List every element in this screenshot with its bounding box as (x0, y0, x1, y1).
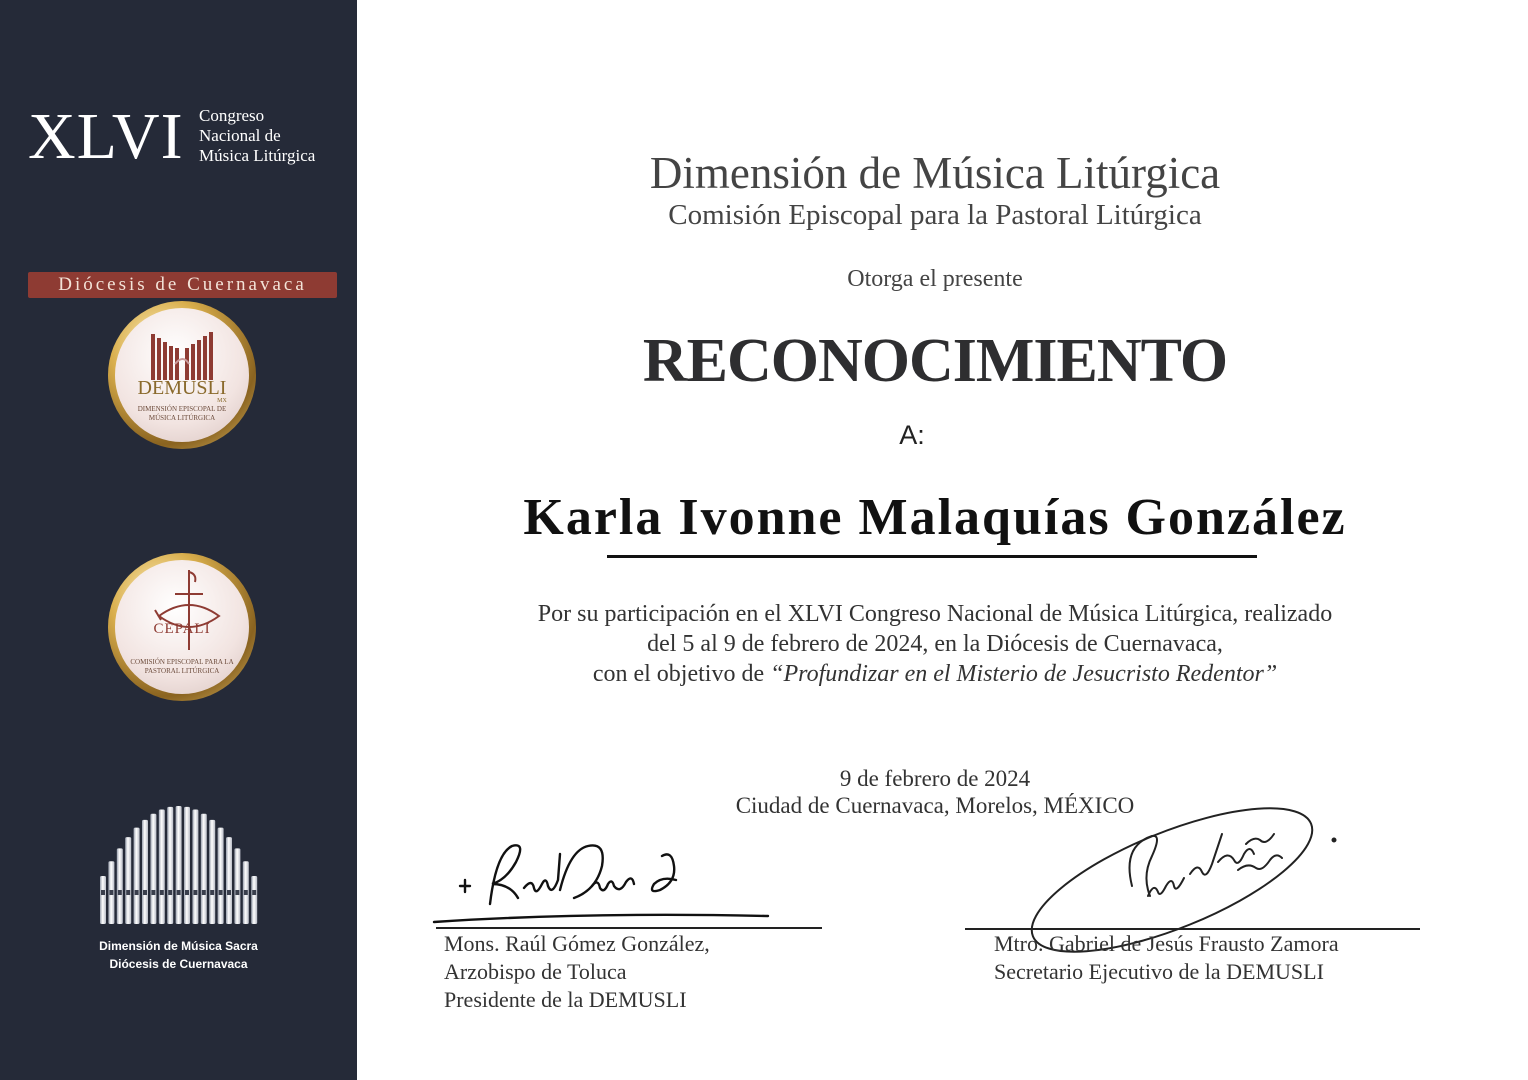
signatory-president (444, 930, 710, 1014)
recognition-heading: RECONOCIMIENTO (642, 327, 1228, 395)
organ-pipe-mouth (101, 890, 105, 895)
congress-line: Nacional de (199, 126, 281, 145)
organ-pipe-mouth (185, 890, 189, 895)
sacra-caption (0, 937, 357, 973)
reason-line (357, 659, 1513, 689)
reason-line: Por su participación en el XLVI Congreso Nacional de Música Litúrgica, realizado (537, 601, 1333, 627)
issue-date: 9 de febrero de 2024 (839, 766, 1031, 791)
handwritten-signature (432, 830, 772, 930)
congress-line: Congreso (199, 106, 265, 125)
certificate (357, 0, 1528, 1080)
organ-pipe-mouth (210, 890, 214, 895)
to-label: A: (899, 420, 925, 450)
organ-pipe (226, 837, 232, 924)
certificate-subtitle: Comisión Episcopal para la Pastoral Litúrgica (668, 199, 1202, 231)
demusli-name: DEMUSLI (137, 377, 227, 399)
organ-pipe-mouth (219, 890, 223, 895)
organ-pipe (167, 807, 173, 924)
signatory-secretary (994, 930, 1339, 986)
organ-pipe (201, 814, 207, 924)
organ-pipe-mouth (135, 890, 139, 895)
signature-line (436, 927, 822, 929)
sidebar (0, 0, 357, 1080)
reason-prefix: con el objetivo de (592, 661, 771, 687)
demusli-seal (108, 301, 256, 449)
recipient-underline (607, 555, 1257, 558)
organ-pipe (184, 807, 190, 924)
signature-block-president (432, 830, 832, 1020)
demusli-caption (125, 405, 239, 423)
cepali-name: CEPALI (153, 621, 211, 637)
pipe-organ-icon (96, 800, 264, 928)
organ-pipe (125, 837, 131, 924)
organ-pipe (117, 848, 123, 924)
organ-pipe-mouth (151, 890, 155, 895)
organ-pipe (142, 820, 148, 924)
organ-pipe (209, 820, 215, 924)
reason-text (357, 599, 1513, 689)
signatory-line: Secretario Ejecutivo de la DEMUSLI (994, 959, 1324, 984)
signatory-line: Arzobispo de Toluca (444, 959, 627, 984)
signatory-line: Mtro. Gabriel de Jesús Frausto Zamora (994, 931, 1339, 956)
organ-pipe-mouth (143, 890, 147, 895)
organ-pipe (150, 814, 156, 924)
demusli-caption-line: DIMENSIÓN EPISCOPAL DE (137, 405, 227, 413)
cepali-caption-line: PASTORAL LITÚRGICA (144, 667, 220, 675)
organ-pipe (100, 876, 106, 924)
demusli-seal-face (115, 308, 249, 442)
signature-block-secretary (962, 800, 1422, 1000)
grant-text: Otorga el presente (847, 266, 1023, 292)
organ-pipe-mouth (235, 890, 239, 895)
organ-pipe-mouth (160, 890, 164, 895)
organ-pipe-mouth (109, 890, 113, 895)
sacra-line: Diócesis de Cuernavaca (109, 957, 248, 971)
organ-pipe (251, 876, 257, 924)
organ-pipe (134, 828, 140, 924)
issue-place: Ciudad de Cuernavaca, Morelos, MÉXICO (735, 793, 1135, 818)
demusli-mx: MX (217, 398, 227, 404)
organ-pipe-mouth (177, 890, 181, 895)
organ-pipe-mouth (168, 890, 172, 895)
organ-pipe-mouth (252, 890, 256, 895)
reason-line: del 5 al 9 de febrero de 2024, en la Diócesis de Cuernavaca, (647, 631, 1223, 657)
signatory-line: Mons. Raúl Gómez González, (444, 931, 710, 956)
congress-logo (28, 100, 338, 295)
organ-pipe (234, 848, 240, 924)
organ-pipe-mouth (118, 890, 122, 895)
organ-pipe (218, 828, 224, 924)
organ-pipe (192, 809, 198, 924)
cepali-seal-face (115, 560, 249, 694)
organ-pipe-mouth (126, 890, 130, 895)
cepali-seal (108, 553, 256, 701)
congress-number: XLVI (28, 100, 184, 173)
demusli-caption-line: MÚSICA LITÚRGICA (148, 414, 216, 422)
congress-name (199, 106, 315, 166)
congress-line: Música Litúrgica (199, 146, 316, 165)
organ-pipe-mouth (244, 890, 248, 895)
organ-pipe (159, 809, 165, 924)
cepali-caption-line: COMISIÓN EPISCOPAL PARA LA (130, 658, 234, 666)
sacra-line: Dimensión de Música Sacra (99, 939, 258, 953)
organ-pipe-mouth (202, 890, 206, 895)
recipient-name: Karla Ivonne Malaquías González (523, 489, 1347, 546)
diocese-banner: Diócesis de Cuernavaca (28, 272, 337, 298)
signatory-line: Presidente de la DEMUSLI (444, 987, 687, 1012)
organ-pipe (176, 806, 182, 924)
organ-pipe-mouth (193, 890, 197, 895)
organ-pipe-mouth (227, 890, 231, 895)
reason-objective: “Profundizar en el Misterio de Jesucristo Redentor” (770, 661, 1278, 687)
cepali-caption (125, 658, 239, 676)
certificate-title: Dimensión de Música Litúrgica (649, 148, 1221, 198)
